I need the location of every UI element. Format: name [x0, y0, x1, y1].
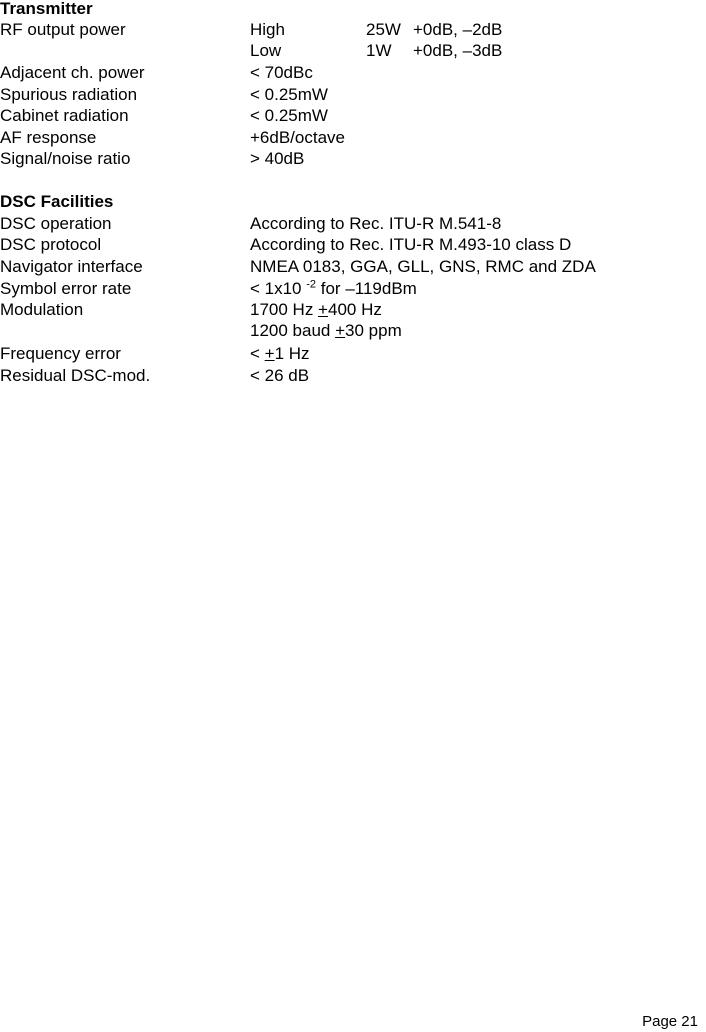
spec-value: < 0.25mW [250, 85, 328, 104]
spec-label: Adjacent ch. power [0, 63, 145, 82]
spec-label: Signal/noise ratio [0, 149, 131, 168]
plus-minus-sign: + [318, 300, 328, 319]
rf-low-tolerance: +0dB, –3dB [413, 41, 503, 60]
spec-label: DSC protocol [0, 235, 102, 254]
spec-value: 1200 baud +30 ppm [250, 321, 402, 340]
rf-high-power: 25W [366, 20, 401, 39]
spec-value: < 26 dB [250, 366, 310, 385]
spec-label: Modulation [0, 300, 84, 319]
spec-value: 1700 Hz +400 Hz [250, 300, 382, 319]
transmitter-heading: Transmitter [0, 0, 93, 18]
spec-label: Frequency error [0, 344, 121, 363]
spec-value: According to Rec. ITU-R M.493-10 class D [250, 235, 572, 254]
plus-minus-sign: + [335, 321, 346, 340]
rf-high-tolerance: +0dB, –2dB [413, 20, 503, 39]
spec-value: < 70dBc [250, 63, 313, 82]
spec-label: AF response [0, 128, 97, 147]
spec-value: < 0.25mW [250, 106, 328, 125]
spec-label: Cabinet radiation [0, 106, 129, 125]
spec-label: DSC operation [0, 214, 112, 233]
plus-minus-sign: + [264, 344, 275, 363]
rf-low-power: 1W [366, 41, 392, 60]
page-number: Page 21 [642, 1013, 698, 1030]
dsc-facilities-heading: DSC Facilities [0, 192, 114, 211]
spec-value: < 1x10 $^{-2}$ for –119dBm [250, 278, 417, 298]
rf-output-power-label: RF output power [0, 20, 126, 39]
spec-value: According to Rec. ITU-R M.541-8 [250, 214, 502, 233]
spec-value: > 40dB [250, 149, 305, 168]
spec-value: +6dB/octave [250, 128, 345, 147]
spec-label: Spurious radiation [0, 85, 138, 104]
spec-label: Navigator interface [0, 257, 143, 276]
rf-high-level: High [250, 20, 285, 39]
spec-value: < +1 Hz [250, 344, 310, 363]
exponent: -2 [306, 278, 317, 291]
spec-value: NMEA 0183, GGA, GLL, GNS, RMC and ZDA [250, 257, 596, 276]
rf-low-level: Low [250, 41, 282, 60]
spec-label: Symbol error rate [0, 279, 132, 298]
spec-label: Residual DSC-mod. [0, 366, 151, 385]
